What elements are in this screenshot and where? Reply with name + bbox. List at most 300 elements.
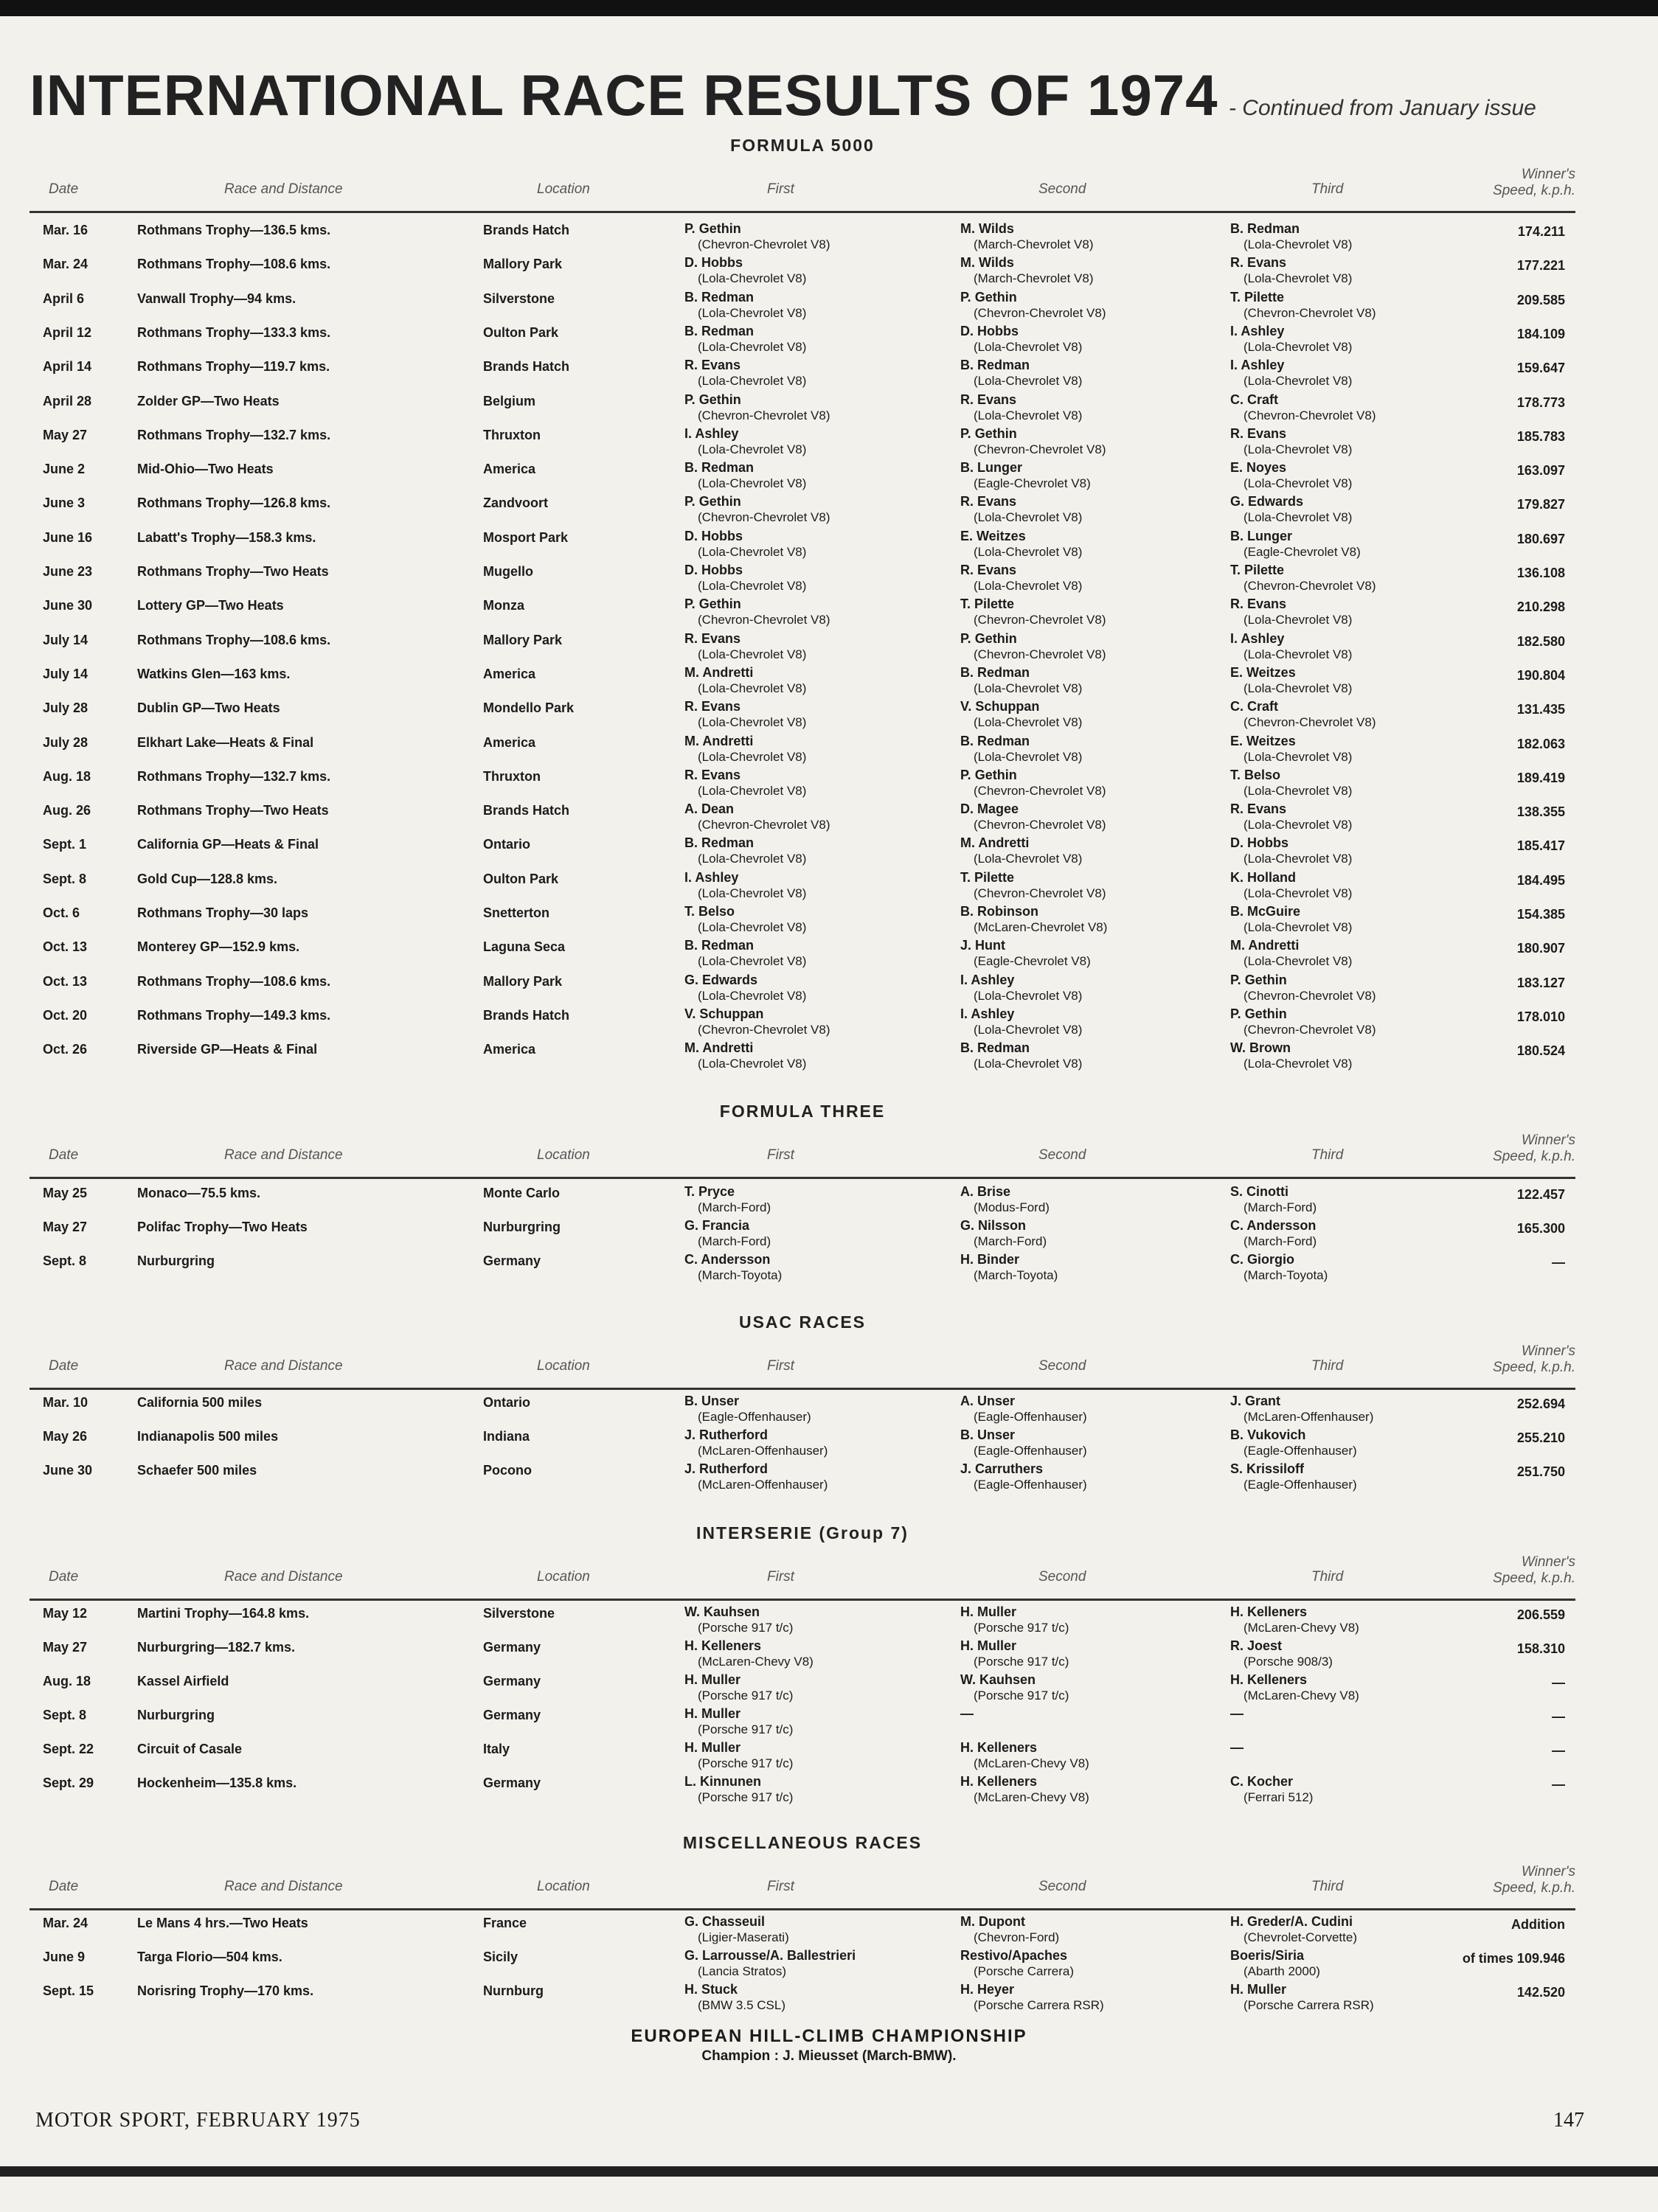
cell-speed: 136.108	[1516, 566, 1565, 580]
cell-third-car: (Chevron-Chevrolet V8)	[1244, 579, 1376, 593]
cell-first-driver: H. Muller	[684, 1672, 741, 1687]
cell-second-driver: T. Pilette	[960, 869, 1015, 885]
header-race: Race and Distance	[224, 1147, 343, 1163]
cell-first-car: (Porsche 917 t/c)	[698, 1722, 794, 1736]
cell-race: Rothmans Trophy—108.6 kms.	[137, 973, 331, 989]
table-row	[30, 1040, 1575, 1074]
cell-first-car: (Chevron-Chevrolet V8)	[698, 818, 830, 832]
cell-speed: 206.559	[1516, 1607, 1565, 1622]
cell-first-car: (Lola-Chevrolet V8)	[698, 715, 807, 730]
header-rule	[30, 1599, 1575, 1601]
table-row	[30, 597, 1575, 630]
cell-date: Sept. 29	[43, 1775, 94, 1790]
section-title: FORMULA THREE	[719, 1102, 886, 1121]
table-row	[30, 1461, 1575, 1495]
cell-first-car: (Porsche 917 t/c)	[698, 1688, 794, 1703]
cell-third-driver: H. Greder/A. Cudini	[1230, 1914, 1353, 1929]
cell-location: Mallory Park	[483, 257, 563, 272]
table-row	[30, 1740, 1575, 1774]
cell-location: Oulton Park	[483, 324, 559, 340]
cell-date: July 28	[43, 700, 89, 716]
cell-second-driver: R. Evans	[960, 494, 1017, 509]
cell-race: Hockenheim—135.8 kms.	[137, 1775, 297, 1790]
cell-race: Schaefer 500 miles	[137, 1463, 257, 1478]
table-row	[30, 1604, 1575, 1638]
table-row	[30, 290, 1575, 324]
cell-location: Germany	[483, 1253, 541, 1268]
cell-third-driver: Boeris/Siria	[1230, 1948, 1305, 1963]
cell-third-car: (Porsche 908/3)	[1244, 1655, 1333, 1669]
cell-first-driver: B. Redman	[684, 835, 755, 851]
cell-third-car: (Lola-Chevrolet V8)	[1244, 647, 1353, 661]
cell-second-car: (McLaren-Chevrolet V8)	[974, 920, 1108, 934]
cell-first-car: (McLaren-Offenhauser)	[698, 1444, 828, 1458]
cell-second-car: (Chevron-Chevrolet V8)	[974, 818, 1106, 832]
cell-race: Polifac Trophy—Two Heats	[137, 1220, 308, 1234]
header-first: First	[767, 181, 794, 197]
cell-location: Monza	[483, 598, 524, 613]
cell-date: Sept. 8	[43, 1708, 87, 1722]
header-speed	[1493, 1864, 1575, 1896]
cell-date: Sept. 8	[43, 871, 87, 886]
cell-race: Nurburgring	[137, 1708, 215, 1722]
cell-second-car: (McLaren-Chevy V8)	[974, 1756, 1089, 1770]
cell-third-driver: K. Holland	[1230, 869, 1296, 885]
cell-location: Mosport Park	[483, 529, 569, 545]
cell-location: France	[483, 1916, 527, 1930]
header-rule	[30, 1177, 1575, 1179]
header-speed	[1493, 1554, 1575, 1587]
header-date: Date	[49, 1879, 79, 1894]
header-speed-line2: Speed, k.p.h.	[1493, 1149, 1575, 1164]
cell-speed: 122.457	[1516, 1187, 1565, 1202]
cell-third-driver: —	[1230, 1740, 1244, 1755]
page-title-sub: - Continued from January issue	[1228, 96, 1536, 120]
header-race: Race and Distance	[224, 1569, 343, 1585]
table-row	[30, 768, 1575, 801]
table-header	[30, 1342, 1575, 1386]
cell-third-driver: B. McGuire	[1230, 904, 1301, 919]
cell-first-driver: H. Stuck	[684, 1982, 738, 1997]
header-third: Third	[1311, 1358, 1344, 1374]
cell-third-driver: C. Kocher	[1230, 1774, 1294, 1789]
cell-first-driver: R. Evans	[684, 767, 741, 782]
cell-date: Aug. 26	[43, 803, 91, 818]
cell-second-car: (March-Chevrolet V8)	[974, 237, 1094, 251]
table-header	[30, 1553, 1575, 1597]
table-row	[30, 734, 1575, 768]
cell-location: Zandvoort	[483, 495, 548, 511]
cell-third-car: (Lola-Chevrolet V8)	[1244, 886, 1353, 900]
table-row	[30, 529, 1575, 563]
cell-speed: 185.783	[1516, 428, 1565, 444]
cell-third-driver: P. Gethin	[1230, 1006, 1287, 1021]
cell-second-driver: H. Binder	[960, 1252, 1020, 1267]
cell-second-car: (Porsche 917 t/c)	[974, 1655, 1069, 1669]
table-row	[30, 563, 1575, 597]
section-title: MISCELLANEOUS RACES	[682, 1833, 923, 1852]
cell-first-driver: R. Evans	[684, 630, 741, 646]
header-rule	[30, 1908, 1575, 1910]
header-second: Second	[1038, 181, 1086, 197]
cell-second-car: (March-Toyota)	[974, 1268, 1058, 1282]
cell-first-driver: M. Andretti	[684, 733, 754, 748]
cell-date: Oct. 13	[43, 973, 88, 989]
cell-race: Lottery GP—Two Heats	[137, 598, 284, 613]
cell-race: California GP—Heats & Final	[137, 837, 319, 852]
cell-second-driver: B. Robinson	[960, 904, 1038, 919]
hill-climb-champion: Champion : J. Mieusset (March-BMW).	[701, 2048, 957, 2064]
header-speed-line2: Speed, k.p.h.	[1493, 1360, 1575, 1375]
cell-first-car: (Lancia Stratos)	[698, 1964, 786, 1978]
cell-speed: 178.773	[1516, 394, 1565, 410]
cell-speed: 163.097	[1516, 463, 1565, 479]
cell-date: May 27	[43, 1640, 88, 1655]
cell-location: Italy	[483, 1742, 510, 1756]
cell-third-driver: C. Craft	[1230, 392, 1279, 407]
cell-second-driver: I. Ashley	[960, 972, 1015, 987]
header-speed-line1: Winner's	[1521, 167, 1575, 182]
cell-first-car: (Lola-Chevrolet V8)	[698, 647, 807, 661]
cell-third-car: (March-Toyota)	[1244, 1268, 1328, 1282]
cell-location: Germany	[483, 1775, 541, 1790]
cell-third-driver: —	[1230, 1706, 1244, 1721]
cell-location: Thruxton	[483, 768, 541, 784]
cell-speed: 184.109	[1516, 326, 1565, 341]
cell-second-driver: A. Unser	[960, 1394, 1016, 1408]
cell-third-car: (McLaren-Chevy V8)	[1244, 1621, 1359, 1635]
cell-third-car: (Lola-Chevrolet V8)	[1244, 1057, 1353, 1071]
cell-first-driver: G. Larrousse/A. Ballestrieri	[684, 1948, 856, 1963]
cell-third-car: (Lola-Chevrolet V8)	[1244, 374, 1353, 389]
cell-second-car: (Chevron-Chevrolet V8)	[974, 886, 1106, 900]
cell-location: Mugello	[483, 564, 533, 579]
cell-first-car: (March-Toyota)	[698, 1268, 783, 1282]
cell-first-car: (Lola-Chevrolet V8)	[698, 749, 807, 764]
cell-second-driver: G. Nilsson	[960, 1218, 1027, 1233]
cell-date: June 30	[43, 1463, 93, 1478]
page-title-main: INTERNATIONAL RACE RESULTS OF 1974	[30, 63, 1218, 128]
cell-race: Labatt's Trophy—158.3 kms.	[137, 529, 316, 545]
cell-first-driver: D. Hobbs	[684, 563, 743, 577]
cell-second-driver: B. Unser	[960, 1427, 1016, 1442]
cell-speed: 184.495	[1516, 872, 1565, 888]
cell-first-car: (Chevron-Chevrolet V8)	[698, 237, 830, 251]
cell-second-driver: P. Gethin	[960, 425, 1017, 441]
cell-first-car: (Porsche 917 t/c)	[698, 1756, 794, 1770]
header-speed-line1: Winner's	[1521, 1864, 1575, 1879]
cell-speed: 182.580	[1516, 633, 1565, 649]
cell-location: Silverstone	[483, 1606, 555, 1621]
cell-first-driver: D. Hobbs	[684, 255, 743, 271]
cell-speed: 177.221	[1516, 258, 1565, 274]
cell-date: April 6	[43, 291, 85, 306]
cell-third-car: (Lola-Chevrolet V8)	[1244, 783, 1353, 798]
cell-third-driver: H. Muller	[1230, 1982, 1287, 1997]
cell-third-car: (Lola-Chevrolet V8)	[1244, 954, 1353, 969]
table-row	[30, 392, 1575, 426]
cell-second-car: (Lola-Chevrolet V8)	[974, 579, 1083, 593]
table-row	[30, 426, 1575, 460]
cell-race: Mid-Ohio—Two Heats	[137, 462, 274, 477]
cell-speed: 180.524	[1516, 1043, 1565, 1059]
cell-second-car: (Porsche Carrera RSR)	[974, 1998, 1104, 2012]
cell-race: Rothmans Trophy—132.7 kms.	[137, 768, 331, 784]
cell-second-car: (Lola-Chevrolet V8)	[974, 374, 1083, 389]
table-row	[30, 221, 1575, 255]
cell-location: Brands Hatch	[483, 1007, 570, 1023]
cell-first-driver: L. Kinnunen	[684, 1774, 761, 1789]
cell-race: Nurburgring—182.7 kms.	[137, 1640, 296, 1655]
cell-date: May 27	[43, 1220, 88, 1234]
cell-location: Pocono	[483, 1463, 532, 1478]
cell-third-car: (Lola-Chevrolet V8)	[1244, 749, 1353, 764]
cell-date: May 25	[43, 1186, 88, 1200]
table-row	[30, 870, 1575, 904]
table-row	[30, 904, 1575, 938]
header-speed-line1: Winner's	[1521, 1133, 1575, 1148]
cell-second-driver: H. Muller	[960, 1604, 1017, 1619]
cell-speed: —	[1552, 1777, 1565, 1792]
cell-third-driver: T. Pilette	[1230, 289, 1285, 305]
page-title	[30, 62, 1536, 129]
cell-race: California 500 miles	[137, 1395, 263, 1410]
cell-first-car: (Lola-Chevrolet V8)	[698, 1057, 807, 1071]
cell-race: Targa Florio—504 kms.	[137, 1950, 282, 1964]
cell-first-car: (Lola-Chevrolet V8)	[698, 305, 807, 320]
cell-race: Rothmans Trophy—108.6 kms.	[137, 257, 331, 272]
cell-speed: 180.907	[1516, 941, 1565, 956]
cell-date: June 30	[43, 598, 93, 613]
cell-second-driver: B. Redman	[960, 358, 1030, 373]
cell-first-driver: P. Gethin	[684, 392, 741, 407]
cell-location: Ontario	[483, 837, 531, 852]
table-row	[30, 1774, 1575, 1808]
cell-speed: 255.210	[1516, 1430, 1565, 1445]
cell-third-driver: H. Kelleners	[1230, 1672, 1308, 1687]
cell-speed: 158.310	[1516, 1641, 1565, 1656]
header-speed-line2: Speed, k.p.h.	[1493, 1571, 1575, 1586]
cell-date: Sept. 8	[43, 1253, 87, 1268]
header-third: Third	[1311, 1147, 1344, 1163]
top-edge-bar	[0, 0, 1658, 16]
cell-second-car: (Modus-Ford)	[974, 1200, 1050, 1214]
cell-first-car: (Lola-Chevrolet V8)	[698, 271, 807, 286]
cell-date: Oct. 20	[43, 1007, 88, 1023]
cell-second-driver: —	[960, 1706, 974, 1721]
cell-date: July 14	[43, 666, 89, 681]
header-second: Second	[1038, 1147, 1086, 1163]
table-row	[30, 938, 1575, 972]
header-third: Third	[1311, 1879, 1344, 1894]
cell-second-driver: V. Schuppan	[960, 699, 1040, 714]
cell-race: Zolder GP—Two Heats	[137, 393, 280, 408]
table-row	[30, 494, 1575, 528]
cell-third-driver: H. Kelleners	[1230, 1604, 1308, 1619]
cell-third-driver: R. Evans	[1230, 255, 1287, 271]
table-row	[30, 1394, 1575, 1427]
cell-speed: 178.010	[1516, 1009, 1565, 1024]
table-header	[30, 1131, 1575, 1175]
cell-first-car: (Lola-Chevrolet V8)	[698, 339, 807, 354]
cell-race: Indianapolis 500 miles	[137, 1429, 279, 1444]
cell-date: Sept. 15	[43, 1983, 94, 1998]
cell-date: July 28	[43, 734, 89, 750]
cell-third-driver: G. Edwards	[1230, 494, 1304, 509]
cell-third-car: (Chevron-Chevrolet V8)	[1244, 988, 1376, 1003]
cell-first-driver: A. Dean	[684, 801, 735, 817]
cell-location: Nurburgring	[483, 1220, 561, 1234]
cell-date: Mar. 24	[43, 257, 89, 272]
cell-first-car: (Chevron-Chevrolet V8)	[698, 613, 830, 627]
table-row	[30, 1252, 1575, 1286]
cell-first-driver: D. Hobbs	[684, 528, 743, 543]
cell-speed: 210.298	[1516, 599, 1565, 615]
cell-third-driver: R. Evans	[1230, 801, 1287, 817]
cell-first-car: (Lola-Chevrolet V8)	[698, 374, 807, 389]
cell-second-driver: J. Carruthers	[960, 1461, 1044, 1476]
cell-location: America	[483, 666, 536, 681]
table-row	[30, 1638, 1575, 1672]
table-row	[30, 324, 1575, 358]
cell-date: Aug. 18	[43, 768, 91, 784]
table-row	[30, 801, 1575, 835]
header-first: First	[767, 1569, 794, 1585]
cell-race: Monterey GP—152.9 kms.	[137, 939, 300, 955]
cell-speed: 165.300	[1516, 1221, 1565, 1236]
cell-location: America	[483, 734, 536, 750]
table-row	[30, 255, 1575, 289]
cell-second-car: (Porsche 917 t/c)	[974, 1621, 1069, 1635]
cell-first-driver: H. Kelleners	[684, 1638, 762, 1653]
cell-speed: 252.694	[1516, 1397, 1565, 1411]
cell-second-driver: W. Kauhsen	[960, 1672, 1036, 1687]
cell-race: Gold Cup—128.8 kms.	[137, 871, 278, 886]
cell-race: Le Mans 4 hrs.—Two Heats	[137, 1916, 308, 1930]
cell-third-driver: E. Weitzes	[1230, 664, 1296, 680]
cell-location: Ontario	[483, 1395, 531, 1410]
header-date: Date	[49, 1147, 79, 1163]
table-row	[30, 358, 1575, 392]
cell-second-car: (Lola-Chevrolet V8)	[974, 339, 1083, 354]
cell-first-car: (Lola-Chevrolet V8)	[698, 954, 807, 969]
cell-location: Monte Carlo	[483, 1186, 561, 1200]
cell-first-car: (Lola-Chevrolet V8)	[698, 852, 807, 866]
cell-second-car: (Lola-Chevrolet V8)	[974, 988, 1083, 1003]
cell-second-driver: H. Kelleners	[960, 1740, 1038, 1755]
cell-second-driver: D. Magee	[960, 801, 1019, 817]
header-speed	[1493, 1343, 1575, 1376]
cell-date: June 3	[43, 495, 86, 511]
section-title: FORMULA 5000	[730, 136, 875, 155]
cell-first-driver: H. Muller	[684, 1706, 741, 1721]
cell-speed: 185.417	[1516, 838, 1565, 854]
cell-second-car: (Lola-Chevrolet V8)	[974, 510, 1083, 525]
section-title: USAC RACES	[738, 1312, 867, 1332]
table-row	[30, 1914, 1575, 1948]
cell-second-driver: M. Andretti	[960, 835, 1030, 851]
cell-location: Silverstone	[483, 291, 555, 306]
table-row	[30, 1982, 1575, 2016]
cell-speed: —	[1552, 1675, 1565, 1690]
header-location: Location	[537, 1569, 590, 1585]
cell-date: May 12	[43, 1606, 88, 1621]
cell-second-car: (Chevron-Chevrolet V8)	[974, 442, 1106, 456]
cell-third-car: (Eagle-Offenhauser)	[1244, 1478, 1357, 1492]
cell-first-car: (Porsche 917 t/c)	[698, 1790, 794, 1804]
cell-third-driver: B. Lunger	[1230, 528, 1292, 543]
cell-third-driver: E. Weitzes	[1230, 733, 1296, 748]
cell-date: April 12	[43, 324, 92, 340]
cell-second-car: (Porsche Carrera)	[974, 1964, 1075, 1978]
cell-second-driver: P. Gethin	[960, 289, 1017, 305]
cell-first-car: (Lola-Chevrolet V8)	[698, 544, 807, 559]
header-race: Race and Distance	[224, 181, 343, 197]
cell-third-car: (Porsche Carrera RSR)	[1244, 1998, 1374, 2012]
cell-race: Monaco—75.5 kms.	[137, 1186, 261, 1200]
cell-speed: —	[1552, 1709, 1565, 1724]
cell-speed: 251.750	[1516, 1464, 1565, 1479]
cell-location: Belgium	[483, 393, 536, 408]
cell-second-car: (Lola-Chevrolet V8)	[974, 749, 1083, 764]
cell-first-car: (Porsche 917 t/c)	[698, 1621, 794, 1635]
cell-second-driver: R. Evans	[960, 392, 1017, 407]
cell-second-driver: H. Kelleners	[960, 1774, 1038, 1789]
cell-location: America	[483, 462, 536, 477]
bottom-edge-bar	[0, 2166, 1658, 2177]
cell-second-driver: P. Gethin	[960, 767, 1017, 782]
cell-second-driver: H. Heyer	[960, 1982, 1015, 1997]
cell-third-driver: M. Andretti	[1230, 938, 1300, 953]
cell-date: June 16	[43, 529, 93, 545]
cell-third-driver: B. Vukovich	[1230, 1427, 1306, 1442]
cell-third-driver: R. Joest	[1230, 1638, 1283, 1653]
header-speed-line1: Winner's	[1521, 1554, 1575, 1570]
cell-date: May 26	[43, 1429, 88, 1444]
cell-third-car: (Lola-Chevrolet V8)	[1244, 476, 1353, 491]
cell-first-driver: C. Andersson	[684, 1252, 771, 1267]
cell-date: Aug. 18	[43, 1674, 91, 1688]
cell-first-car: (Lola-Chevrolet V8)	[698, 886, 807, 900]
cell-race: Dublin GP—Two Heats	[137, 700, 280, 716]
cell-second-car: (Eagle-Chevrolet V8)	[974, 476, 1091, 491]
cell-first-driver: G. Chasseuil	[684, 1914, 766, 1929]
cell-date: June 9	[43, 1950, 86, 1964]
footer-publication: MOTOR SPORT, FEBRUARY 1975	[35, 2109, 361, 2132]
cell-speed: 179.827	[1516, 497, 1565, 512]
table-header	[30, 165, 1575, 209]
cell-race: Rothmans Trophy—30 laps	[137, 905, 309, 920]
cell-third-car: (Abarth 2000)	[1244, 1964, 1320, 1978]
cell-race: Rothmans Trophy—108.6 kms.	[137, 632, 331, 647]
cell-second-driver: A. Brise	[960, 1184, 1011, 1199]
cell-second-driver: P. Gethin	[960, 630, 1017, 646]
cell-first-car: (Lola-Chevrolet V8)	[698, 920, 807, 934]
cell-third-car: (Chevron-Chevrolet V8)	[1244, 1022, 1376, 1037]
cell-speed: Addition	[1511, 1917, 1565, 1932]
cell-second-car: (Eagle-Chevrolet V8)	[974, 954, 1091, 969]
cell-second-car: (Eagle-Offenhauser)	[974, 1478, 1087, 1492]
cell-location: Oulton Park	[483, 871, 559, 886]
cell-location: Laguna Seca	[483, 939, 566, 955]
cell-location: Brands Hatch	[483, 223, 570, 237]
cell-first-driver: M. Andretti	[684, 664, 754, 680]
cell-location: Snetterton	[483, 905, 549, 920]
cell-third-car: (Chevron-Chevrolet V8)	[1244, 715, 1376, 730]
header-speed-line1: Winner's	[1521, 1343, 1575, 1359]
cell-second-driver: M. Dupont	[960, 1914, 1025, 1929]
cell-date: Oct. 13	[43, 939, 88, 955]
